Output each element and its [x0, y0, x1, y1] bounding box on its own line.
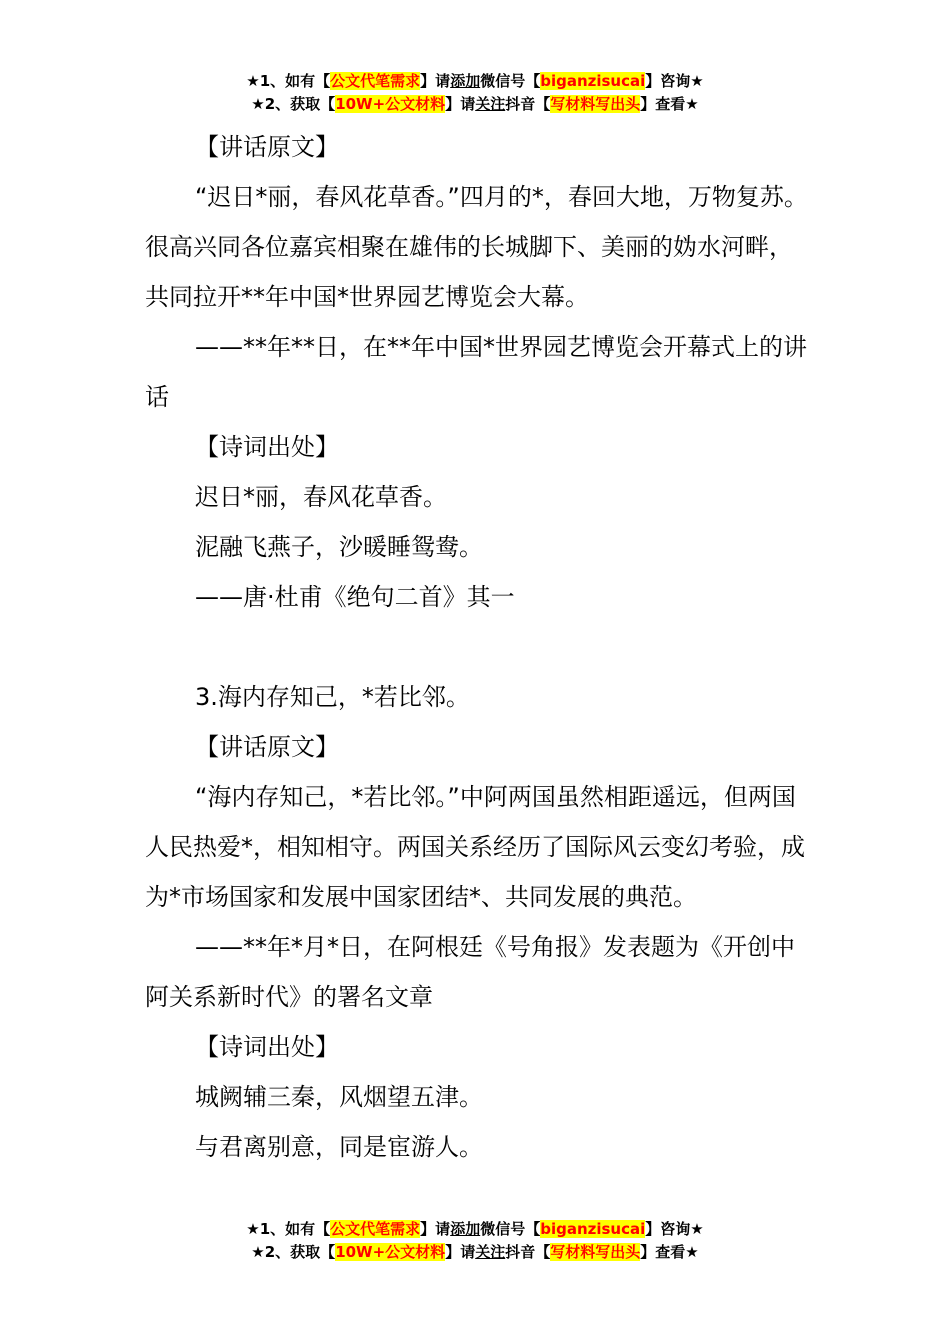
banner-text: 】请: [445, 1243, 476, 1261]
item-title: 3.海内存知己，*若比邻。: [195, 683, 470, 711]
poem-line: 城阙辅三秦，风烟望五津。: [195, 1083, 483, 1111]
poem-source: ——唐·杜甫《绝句二首》其一: [195, 583, 515, 611]
banner-highlight: 10W+公文材料: [335, 95, 446, 113]
banner-text: 抖音【: [505, 1243, 551, 1261]
banner-highlight: biganzisucai: [540, 1220, 646, 1238]
citation: ——**年*月*日，在阿根廷《号角报》发表题为《开创中阿关系新时代》的署名文章: [145, 933, 795, 1011]
citation: ——**年**日，在**年中国*世界园艺博览会开幕式上的讲话: [145, 333, 807, 411]
document-body: [145, 122, 810, 1172]
section-heading: 【诗词出处】: [195, 433, 339, 461]
banner-text: 】请: [445, 95, 476, 113]
paragraph: “海内存知己，*若比邻。”中阿两国虽然相距遥远，但两国人民热爱*，相知相守。两国关系经历了国际风云变幻考验，成为*市场国家和发展中国家团结*、共同发展的典范。: [145, 783, 805, 911]
banner-underline: 关注: [475, 1243, 506, 1261]
poem-line: 泥融飞燕子，沙暖睡鸳鸯。: [195, 533, 483, 561]
banner-text: 微信号【: [480, 72, 541, 90]
section-heading: 【讲话原文】: [195, 733, 339, 761]
banner-text: 】请: [420, 72, 451, 90]
banner-underline: 添加: [450, 1220, 481, 1238]
banner-text: 微信号【: [480, 1220, 541, 1238]
banner-highlight: 写材料写出头: [550, 95, 641, 113]
banner-line-2: [0, 1241, 950, 1264]
footer-banner: [0, 1218, 950, 1264]
header-banner: [0, 70, 950, 116]
paragraph: “迟日*丽，春风花草香。”四月的*，春回大地，万物复苏。很高兴同各位嘉宾相聚在雄伟的长城脚下、美丽的妫水河畔，共同拉开**年中国*世界园艺博览会大幕。: [145, 183, 808, 311]
banner-text: 】查看★: [640, 1243, 699, 1261]
banner-text: 】请: [420, 1220, 451, 1238]
banner-highlight: 公文代笔需求: [330, 1220, 421, 1238]
banner-highlight: 公文代笔需求: [330, 72, 421, 90]
banner-line-1: [0, 1218, 950, 1241]
banner-text: ★2、获取【: [251, 95, 336, 113]
banner-text: ★2、获取【: [251, 1243, 336, 1261]
banner-highlight: 10W+公文材料: [335, 1243, 446, 1261]
banner-text: 】咨询★: [645, 1220, 704, 1238]
poem-line: 迟日*丽，春风花草香。: [195, 483, 447, 511]
banner-text: 】查看★: [640, 95, 699, 113]
banner-highlight: 写材料写出头: [550, 1243, 641, 1261]
banner-text: 抖音【: [505, 95, 551, 113]
banner-underline: 添加: [450, 72, 481, 90]
section-heading: 【讲话原文】: [195, 133, 339, 161]
banner-text: ★1、如有【: [246, 1220, 331, 1238]
banner-line-2: [0, 93, 950, 116]
banner-line-1: [0, 70, 950, 93]
banner-text: ★1、如有【: [246, 72, 331, 90]
poem-line: 与君离别意，同是宦游人。: [195, 1133, 483, 1161]
blank-line: [145, 622, 810, 672]
banner-underline: 关注: [475, 95, 506, 113]
banner-text: 】咨询★: [645, 72, 704, 90]
section-heading: 【诗词出处】: [195, 1033, 339, 1061]
banner-highlight: biganzisucai: [540, 72, 646, 90]
